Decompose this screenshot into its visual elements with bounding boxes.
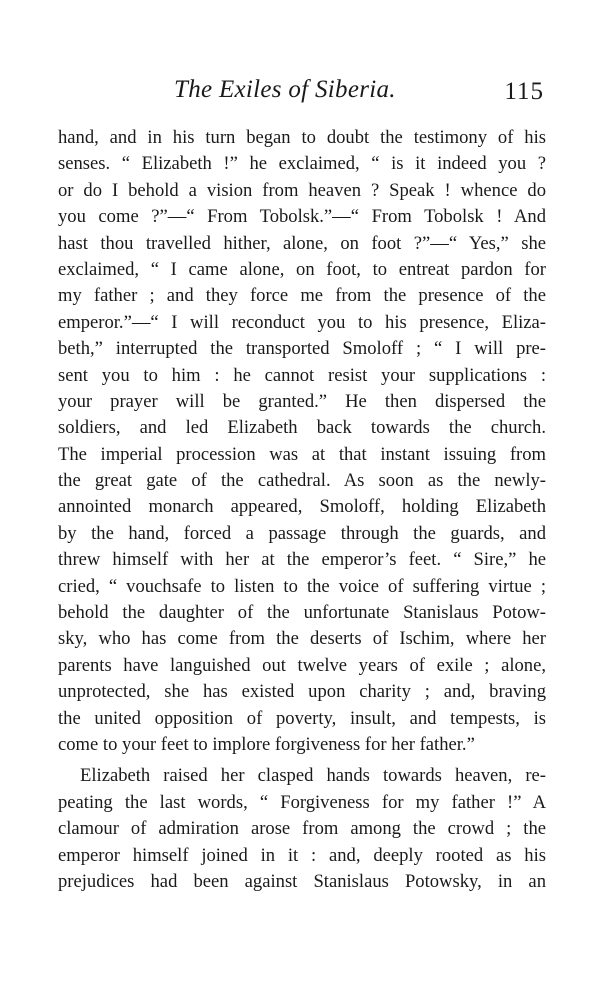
text-line: behold the daughter of the unfortunate Stanislaus Potow- bbox=[58, 602, 546, 624]
running-title: The Exiles of Siberia. bbox=[174, 76, 396, 103]
text-line: the united opposition of poverty, insult, and tempests, is bbox=[58, 707, 546, 729]
text-line: by the hand, forced a passage through the guards, and bbox=[58, 522, 546, 544]
text-line: hast thou travelled hither, alone, on foot ?”—“ Yes,” she bbox=[58, 232, 546, 254]
paragraph bbox=[58, 763, 546, 895]
paragraph bbox=[58, 125, 546, 758]
text-line: hand, and in his turn began to doubt the testimony of his bbox=[58, 127, 546, 148]
text-line: you come ?”—“ From Tobolsk.”—“ From Tobolsk ! And bbox=[58, 206, 546, 228]
text-line: sent you to him : he cannot resist your supplications : bbox=[58, 364, 546, 386]
page-number: 115 bbox=[504, 78, 544, 105]
text-line: beth,” interrupted the transported Smoloff ; “ I will pre- bbox=[58, 338, 546, 360]
text-line: unprotected, she has existed upon charity ; and, braving bbox=[58, 681, 546, 703]
text-line: prejudices had been against Stanislaus Potowsky, in an bbox=[58, 870, 546, 892]
text-line: the great gate of the cathedral. As soon as the newly- bbox=[58, 470, 546, 492]
text-line: threw himself with her at the emperor’s feet. “ Sire,” he bbox=[58, 549, 546, 571]
text-line: senses. “ Elizabeth !” he exclaimed, “ is it indeed you ? bbox=[58, 153, 546, 175]
page-header bbox=[58, 76, 544, 110]
text-line: clamour of admiration arose from among the crowd ; the bbox=[58, 818, 546, 840]
text-line: emperor.”—“ I will reconduct you to his presence, Eliza- bbox=[58, 311, 546, 333]
text-line: annointed monarch appeared, Smoloff, holding Elizabeth bbox=[58, 496, 546, 518]
text-line: Elizabeth raised her clasped hands towards heaven, re- bbox=[80, 765, 546, 787]
text-line: emperor himself joined in it : and, deeply rooted as his bbox=[58, 844, 546, 866]
text-line: your prayer will be granted.” He then dispersed the bbox=[58, 390, 546, 412]
text-line: come to your feet to implore forgiveness for her father.” bbox=[58, 733, 475, 755]
text-line: exclaimed, “ I came alone, on foot, to entreat pardon for bbox=[58, 258, 546, 280]
text-line: soldiers, and led Elizabeth back towards the church. bbox=[58, 417, 546, 439]
text-line: peating the last words, “ Forgiveness for my father !” A bbox=[58, 791, 546, 813]
text-line: parents have languished out twelve years of exile ; alone, bbox=[58, 654, 546, 676]
text-line: my father ; and they force me from the presence of the bbox=[58, 285, 546, 307]
body-text bbox=[58, 125, 546, 895]
text-line: or do I behold a vision from heaven ? Speak ! whence do bbox=[58, 179, 546, 201]
text-line: cried, “ vouchsafe to listen to the voice of suffering virtue ; bbox=[58, 575, 546, 597]
text-line: The imperial procession was at that instant issuing from bbox=[58, 443, 546, 465]
text-line: sky, who has come from the deserts of Ischim, where her bbox=[58, 628, 546, 650]
